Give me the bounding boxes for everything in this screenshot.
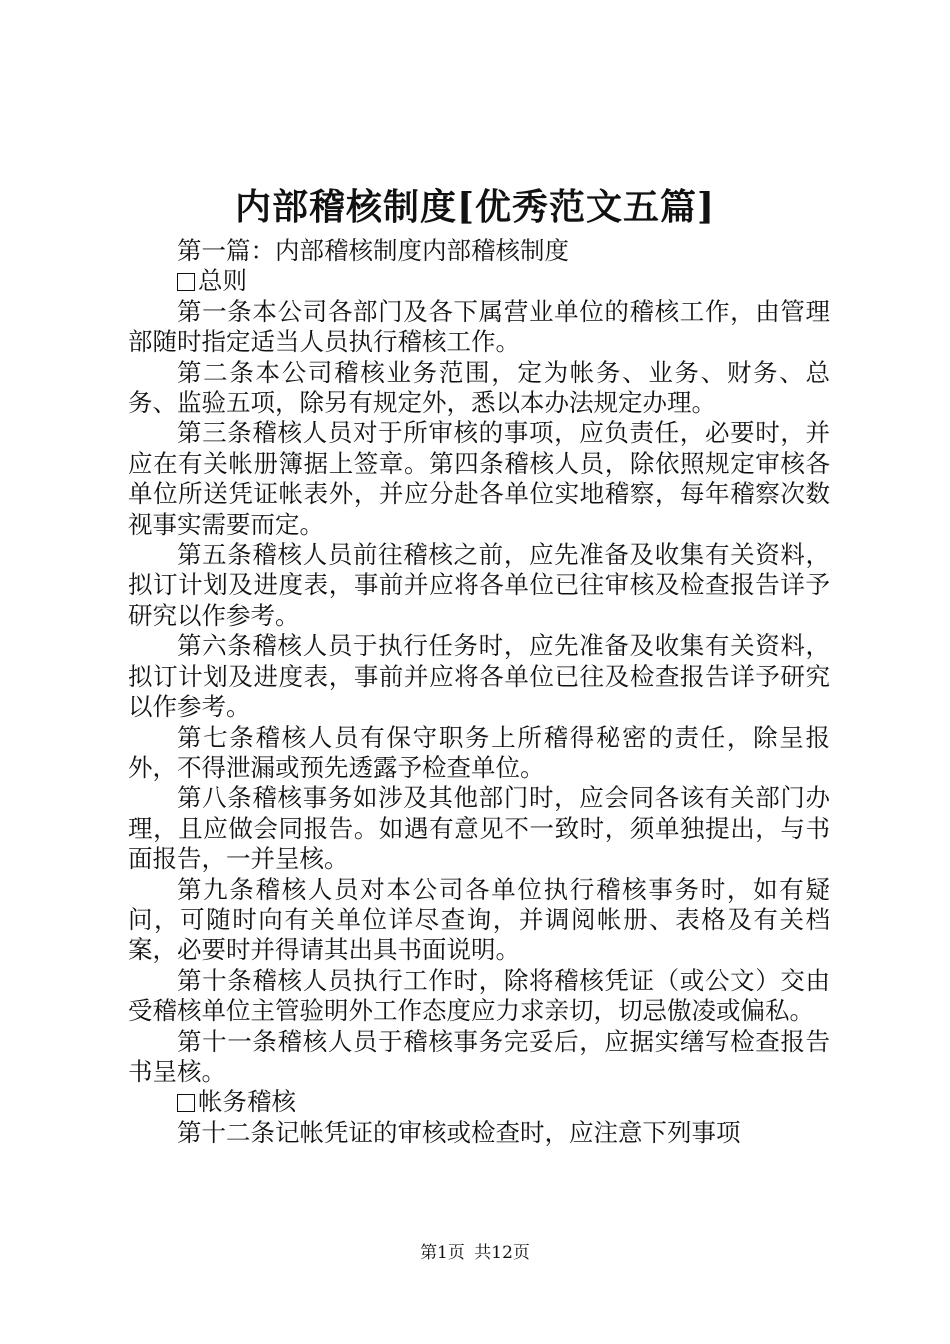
paragraph xyxy=(128,358,830,419)
paragraph xyxy=(128,875,830,966)
paragraph xyxy=(128,783,830,874)
page-footer xyxy=(0,1241,950,1265)
paragraph xyxy=(128,418,830,540)
page-total: 共12页 xyxy=(474,1243,530,1263)
paragraph xyxy=(128,723,830,784)
section-heading-text: 帐务稽核 xyxy=(198,1087,296,1117)
paragraph-text: 第二条本公司稽核业务范围，定为帐务、业务、财务、总务、监验五项，除另有规定外，悉以本办法规定办理。 xyxy=(128,357,830,418)
paragraph xyxy=(128,1027,830,1088)
paragraph xyxy=(128,540,830,631)
section-heading-text: 总则 xyxy=(198,266,247,296)
section-heading xyxy=(128,1087,830,1117)
document-title: 内部稽核制度[优秀范文五篇] xyxy=(234,186,716,228)
paragraph-text: 第一篇：内部稽核制度内部稽核制度 xyxy=(177,236,569,265)
paragraph-text: 第八条稽核事务如涉及其他部门时，应会同各该有关部门办理，且应做会同报告。如遇有意见不一致时，须单独提出，与书面报告，一并呈核。 xyxy=(128,783,830,874)
paragraph-text: 第七条稽核人员有保守职务上所稽得秘密的责任，除呈报外，不得泄漏或预先透露予检查单位。 xyxy=(128,722,830,782)
paragraph-text: 第六条稽核人员于执行任务时，应先准备及收集有关资料，拟订计划及进度表，事前并应将各单位已往及检查报告详予研究以作参考。 xyxy=(128,631,830,722)
page-number: 第1页 xyxy=(420,1243,465,1263)
paragraph-text: 第五条稽核人员前往稽核之前，应先准备及收集有关资料，拟订计划及进度表，事前并应将各单位已往审核及检查报告详予研究以作参考。 xyxy=(128,540,830,630)
checkbox-square-icon xyxy=(177,1094,195,1112)
paragraph-text: 第十二条记帐凭证的审核或检查时，应注意下列事项 xyxy=(177,1117,741,1147)
section-heading xyxy=(128,266,830,296)
paragraph xyxy=(128,236,830,266)
paragraph-text: 第一条本公司各部门及各下属营业单位的稽核工作，由管理部随时指定适当人员执行稽核工作。 xyxy=(128,296,830,357)
document-body xyxy=(128,236,830,1148)
paragraph-text: 第九条稽核人员对本公司各单位执行稽核事务时，如有疑问，可随时向有关单位详尽查询，并调阅帐册、表格及有关档案，必要时并得请其出具书面说明。 xyxy=(128,874,830,965)
paragraph-text: 第三条稽核人员对于所审核的事项，应负责任，必要时，并应在有关帐册簿据上签章。第四条稽核人员，除依照规定审核各单位所送凭证帐表外，并应分赴各单位实地稽察，每年稽察次数视事实需要而定。 xyxy=(128,418,830,539)
paragraph-text: 第十条稽核人员执行工作时，除将稽核凭证（或公文）交由受稽核单位主管验明外工作态度应力求亲切，切忌傲凌或偏私。 xyxy=(128,965,830,1026)
paragraph xyxy=(128,1118,830,1148)
paragraph xyxy=(128,966,830,1027)
paragraph xyxy=(128,297,830,358)
checkbox-square-icon xyxy=(177,273,195,291)
paragraph xyxy=(128,631,830,722)
paragraph-text: 第十一条稽核人员于稽核事务完妥后，应据实缮写检查报告书呈核。 xyxy=(128,1026,830,1086)
